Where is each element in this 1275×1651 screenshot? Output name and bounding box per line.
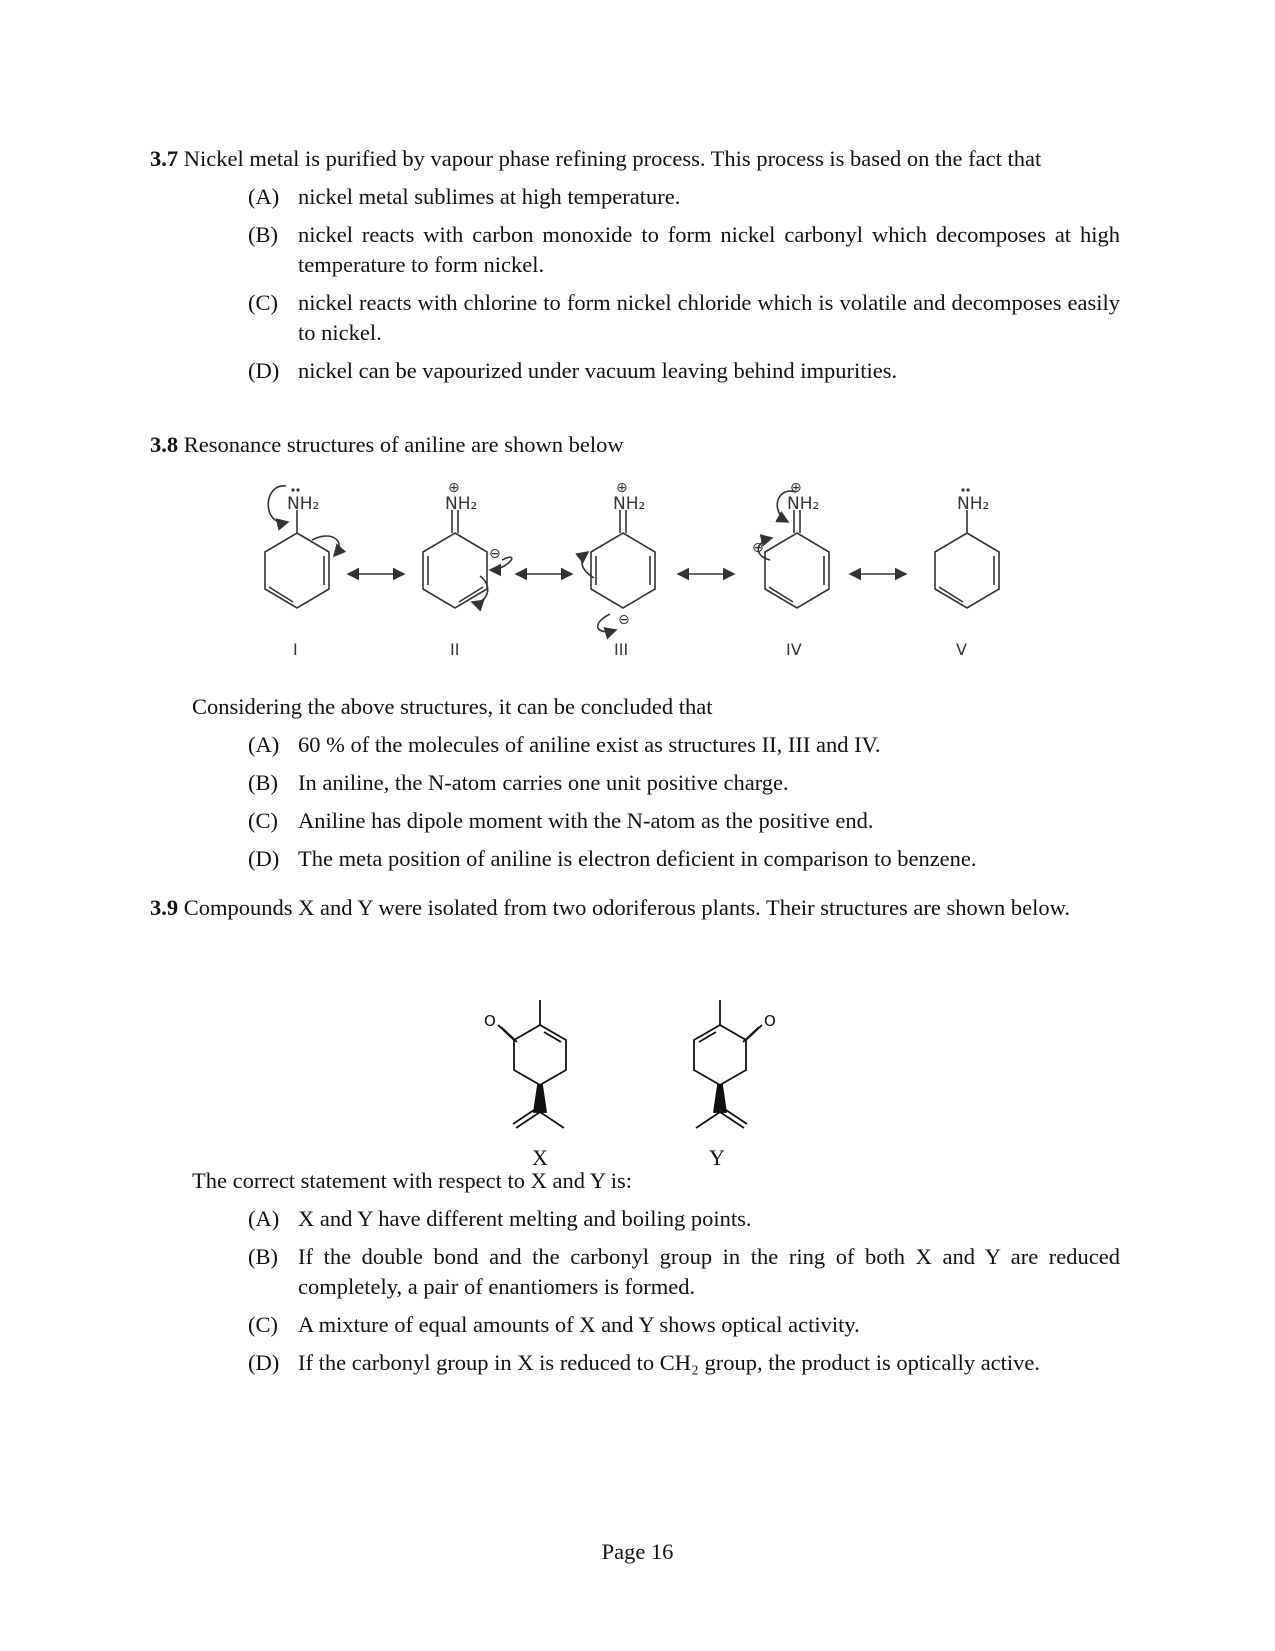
positive-charge-symbol: ⊕ [616,480,628,496]
option-text: nickel metal sublimes at high temperature. [298,184,681,209]
option-c[interactable] [248,1310,1120,1340]
option-list [248,1204,1120,1378]
option-b[interactable] [248,768,1120,798]
question-3-7 [150,144,1120,394]
option-text: 60 % of the molecules of aniline exist as structures II, III and IV. [298,732,881,757]
option-text: In aniline, the N-atom carries one unit positive charge. [298,770,789,795]
option-label: (B) [248,770,278,795]
question-number: 3.8 [150,432,179,457]
option-label: (D) [248,358,280,383]
carvone-structures-figure [480,1000,810,1180]
structure-label: II [450,640,460,659]
question-3-9 [150,893,1120,923]
option-c[interactable] [248,806,1120,836]
structure-v [935,510,999,608]
question-3-8-statement-block [150,692,1120,882]
negative-charge-symbol: ⊖ [489,546,501,562]
option-text: If the carbonyl group in X is reduced to CH₂ group, the product is optically active. [298,1350,1041,1375]
option-label: (C) [248,290,278,315]
aniline-resonance-figure [240,478,1060,688]
option-label: (D) [248,846,280,871]
option-label: (C) [248,1312,278,1337]
structure-label: IV [786,640,802,659]
question-text: Nickel metal is purified by vapour phase refining process. This process is based on the fact that [183,146,1042,171]
nh2-label: NH₂ [787,494,820,514]
option-d[interactable] [248,1348,1120,1378]
structure-label: III [614,640,629,659]
option-label: (A) [248,732,280,757]
question-statement: Considering the above structures, it can be concluded that [192,694,713,719]
option-text: nickel reacts with chlorine to form nickel chloride which is volatile and decomposes easily to nickel. [298,290,1120,345]
oxygen-label: O [484,1012,496,1030]
option-text: nickel reacts with carbon monoxide to form nickel carbonyl which decomposes at high temperature to form nickel. [298,222,1120,277]
structure-label: V [956,640,967,659]
option-text: nickel can be vapourized under vacuum leaving behind impurities. [298,358,898,383]
structure-label: I [293,640,298,659]
option-a[interactable] [248,1204,1120,1234]
question-number: 3.7 [150,146,179,171]
option-a[interactable] [248,730,1120,760]
nh2-label: NH₂ [445,494,478,514]
positive-charge-symbol: ⊕ [448,480,460,496]
option-label: (A) [248,184,280,209]
question-statement: The correct statement with respect to X and Y is: [192,1168,633,1193]
page-number: Page 16 [601,1539,674,1564]
compound-x [498,1000,566,1128]
question-3-9-statement-block [150,1166,1120,1386]
compound-label: X [532,1145,548,1170]
option-label: (A) [248,1206,280,1231]
oxygen-label: O [764,1012,776,1030]
option-label: (D) [248,1350,280,1375]
question-stem [150,893,1120,923]
option-list [248,730,1120,874]
option-c[interactable] [248,288,1120,348]
question-text: Resonance structures of aniline are shown below [183,432,624,457]
option-text: A mixture of equal amounts of X and Y shows optical activity. [298,1312,860,1337]
option-d[interactable] [248,844,1120,874]
positive-charge-symbol: ⊕ [790,480,802,496]
question-text: Compounds X and Y were isolated from two odoriferous plants. Their structures are shown below. [183,895,1071,920]
option-list [248,182,1120,386]
option-text: If the double bond and the carbonyl group in the ring of both X and Y are reduced completely, a pair of enantiomers is formed. [298,1244,1120,1299]
option-label: (B) [248,1244,278,1269]
negative-charge-symbol: ⊖ [618,612,630,628]
question-number: 3.9 [150,895,179,920]
question-3-8 [150,430,1120,460]
compound-label: Y [709,1145,725,1170]
option-label: (C) [248,808,278,833]
compound-y [694,1000,762,1128]
option-b[interactable] [248,220,1120,280]
option-text: X and Y have different melting and boiling points. [298,1206,752,1231]
option-d[interactable] [248,356,1120,386]
question-stem [150,430,1120,460]
nh2-label: NH₂ [613,494,646,514]
nh2-label: NH₂ [287,494,320,514]
option-b[interactable] [248,1242,1120,1302]
option-a[interactable] [248,182,1120,212]
nh2-label: NH₂ [957,494,990,514]
question-stem [150,144,1120,174]
option-text: The meta position of aniline is electron deficient in comparison to benzene. [298,846,977,871]
negative-charge-symbol: ⊖ [752,540,764,556]
option-label: (B) [248,222,278,247]
option-text: Aniline has dipole moment with the N-atom as the positive end. [298,808,874,833]
